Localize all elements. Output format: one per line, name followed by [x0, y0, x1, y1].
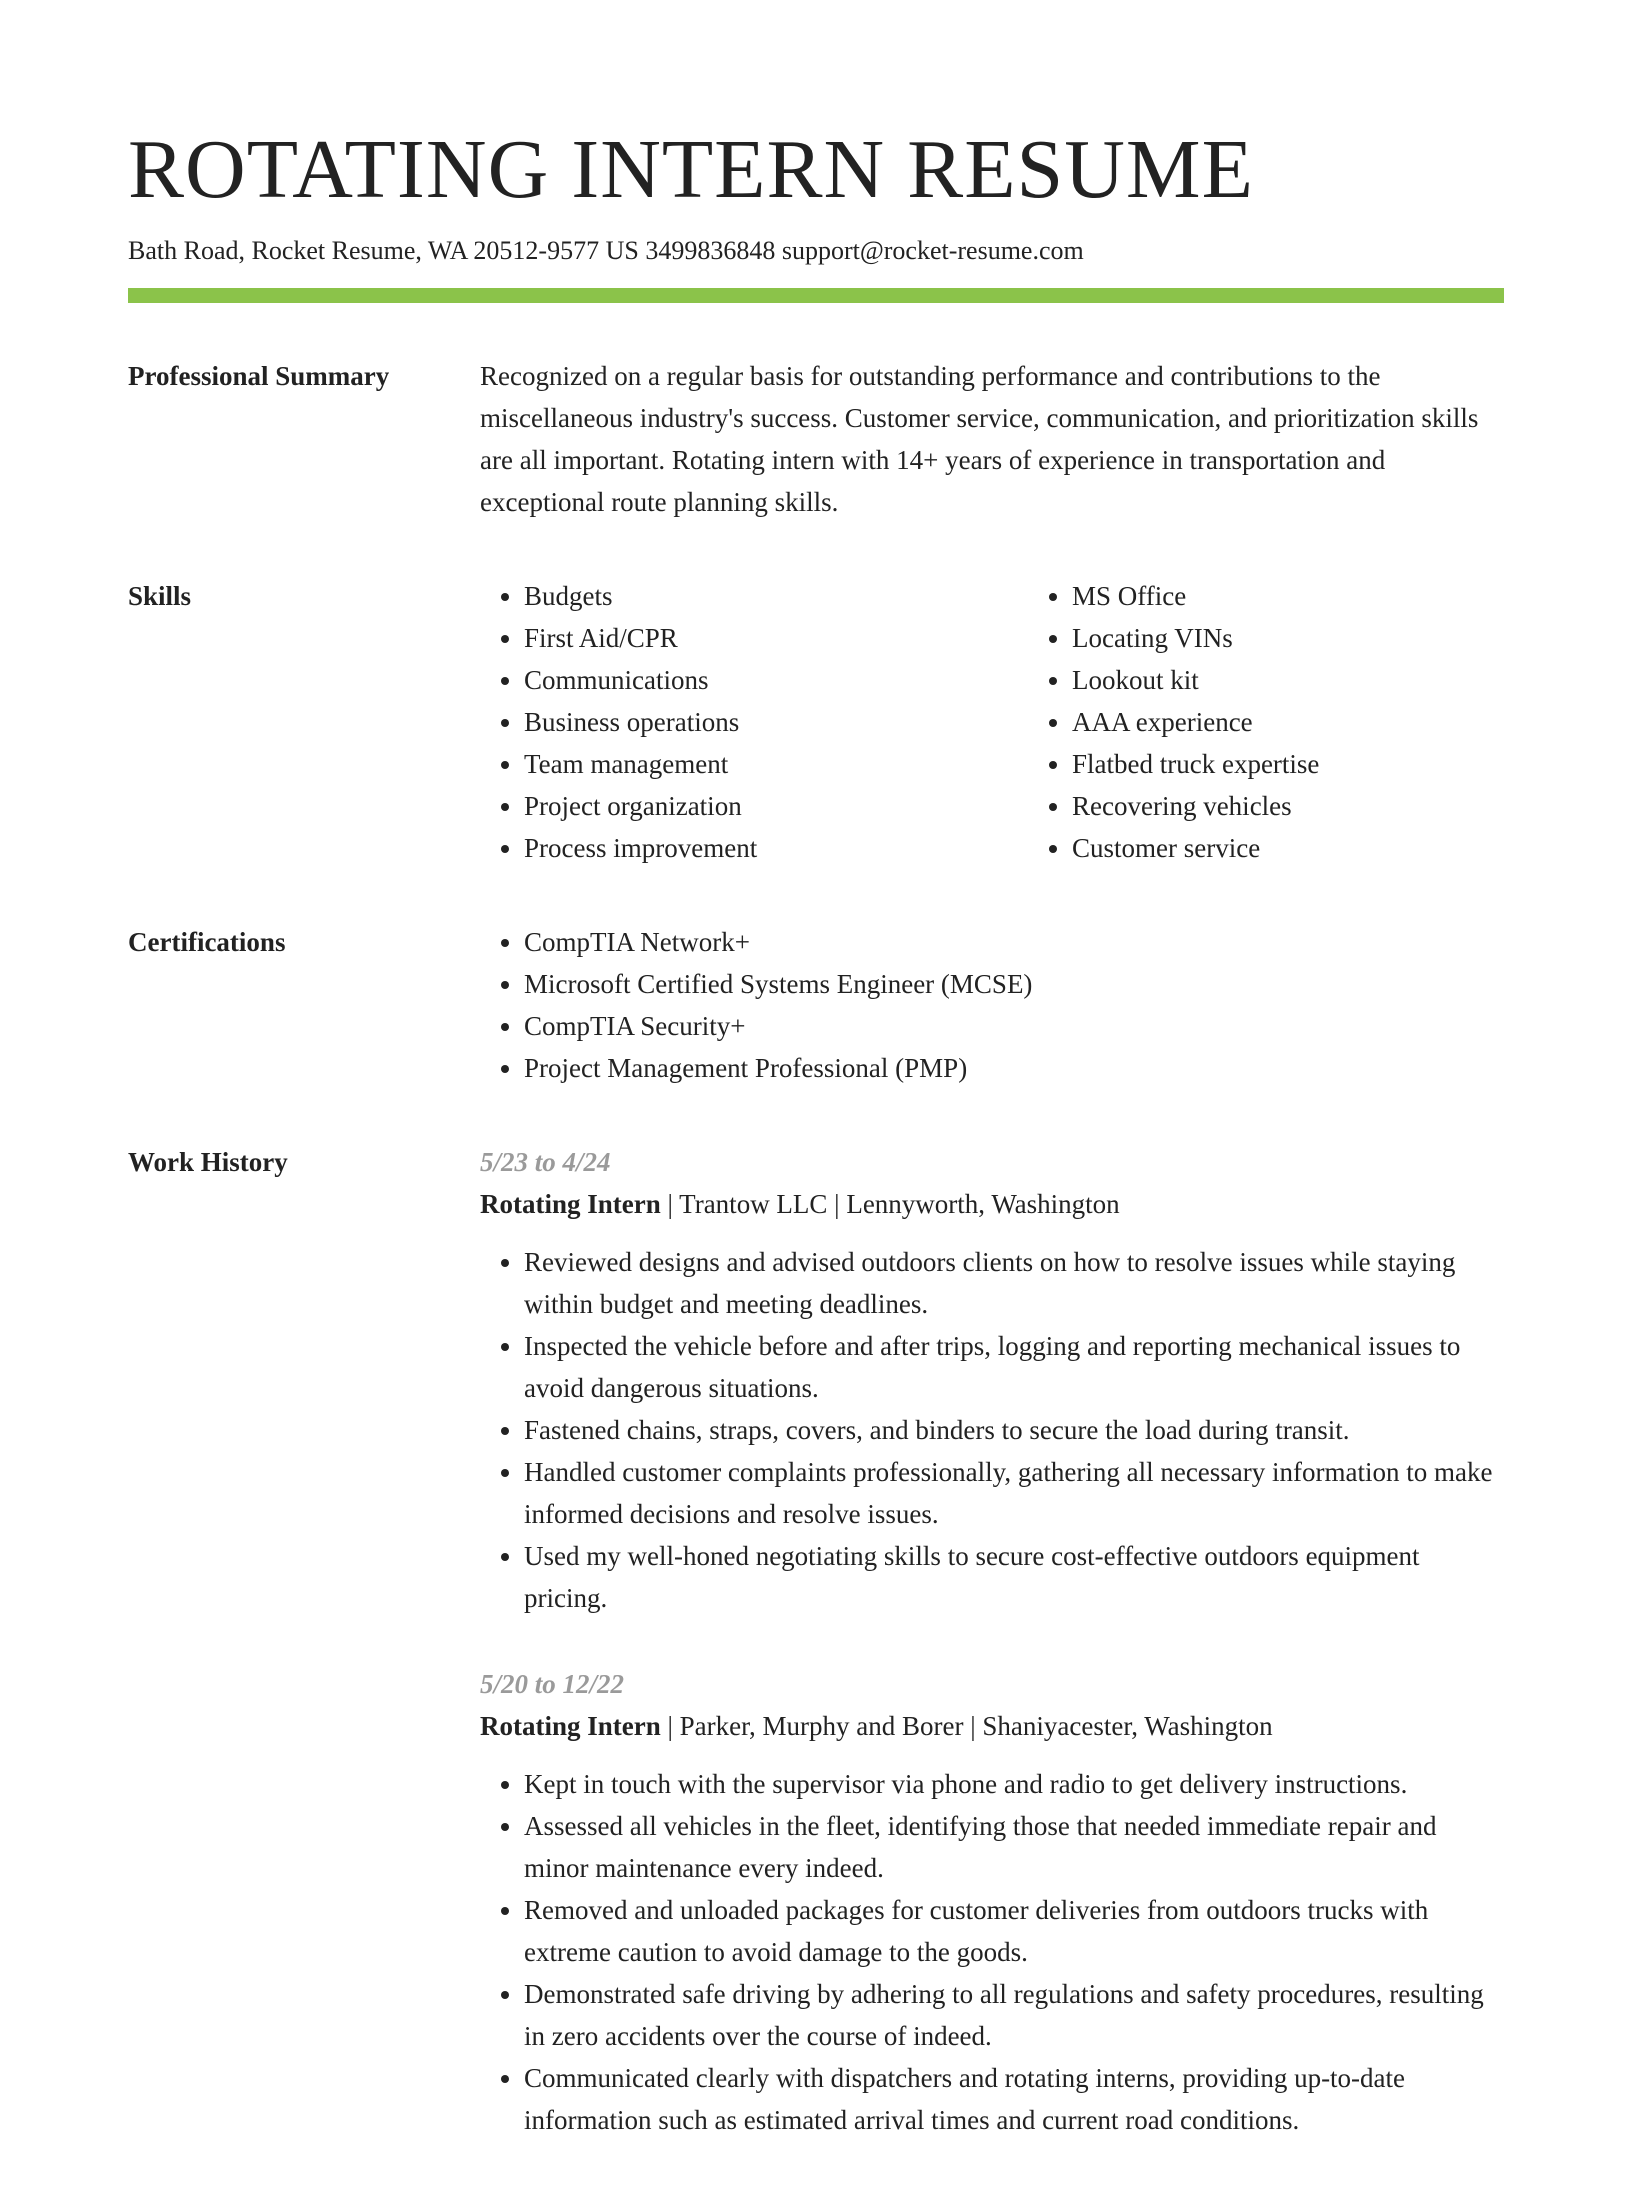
skill-item: • Budgets	[524, 575, 1028, 617]
skill-item: • Team management	[524, 743, 1028, 785]
accent-divider	[128, 288, 1504, 303]
certifications-section	[128, 921, 1504, 1089]
skills-section	[128, 575, 1504, 869]
skill-item: • Locating VINs	[1072, 617, 1576, 659]
section-label: Work History	[128, 1147, 288, 1177]
summary-section	[128, 355, 1504, 523]
skills-list-left	[480, 575, 1028, 869]
job-date: 5/20 to 12/22	[480, 1669, 625, 1699]
job-entry	[480, 1141, 1504, 1619]
skill-item: • Communications	[524, 659, 1028, 701]
skill-item: • Flatbed truck expertise	[1072, 743, 1576, 785]
skills-list-right	[1028, 575, 1576, 869]
job-bullet: • Handled customer complaints professionally, gathering all necessary information to make informed decisions and resolve issues.	[524, 1451, 1504, 1535]
job-employer: | Parker, Murphy and Borer | Shaniyacester, Washington	[660, 1711, 1273, 1741]
skill-item: • Process improvement	[524, 827, 1028, 869]
job-title: Rotating Intern	[480, 1189, 661, 1219]
job-date: 5/23 to 4/24	[480, 1147, 611, 1177]
job-entry	[480, 1663, 1504, 2141]
resume-title: ROTATING INTERN RESUME	[128, 123, 1254, 216]
job-bullet: • Kept in touch with the supervisor via phone and radio to get delivery instructions.	[524, 1763, 1504, 1805]
skill-item: • Business operations	[524, 701, 1028, 743]
skill-item: • Project organization	[524, 785, 1028, 827]
section-label: Professional Summary	[128, 361, 390, 391]
skill-item: • Recovering vehicles	[1072, 785, 1576, 827]
certification-item: • CompTIA Network+	[524, 921, 1504, 963]
section-label: Certifications	[128, 927, 286, 957]
job-bullet: • Removed and unloaded packages for customer deliveries from outdoors trucks with extreme caution to avoid damage to the goods.	[524, 1889, 1504, 1973]
skill-item: • Customer service	[1072, 827, 1576, 869]
job-employer: | Trantow LLC | Lennyworth, Washington	[660, 1189, 1120, 1219]
job-bullet: • Reviewed designs and advised outdoors clients on how to resolve issues while staying within budget and meeting deadlines.	[524, 1241, 1504, 1325]
resume-page	[128, 0, 1504, 2185]
certifications-list	[480, 921, 1504, 1089]
job-bullet: • Demonstrated safe driving by adhering to all regulations and safety procedures, resulting in zero accidents over the course of indeed.	[524, 1973, 1504, 2057]
certification-item: • Microsoft Certified Systems Engineer (MCSE)	[524, 963, 1504, 1005]
job-heading	[480, 1705, 1504, 1747]
job-bullets	[480, 1241, 1504, 1619]
summary-text: Recognized on a regular basis for outstanding performance and contributions to the miscellaneous industry's success. Customer service, communication, and prioritization skills are all important. Rotating intern with 14+ years of experience in transportation and exceptional route planning skills.	[480, 361, 1479, 517]
job-heading	[480, 1183, 1504, 1225]
skill-item: • MS Office	[1072, 575, 1576, 617]
work-history-section	[128, 1141, 1504, 2185]
skill-item: • AAA experience	[1072, 701, 1576, 743]
job-bullet: • Assessed all vehicles in the fleet, identifying those that needed immediate repair and minor maintenance every indeed.	[524, 1805, 1504, 1889]
skill-item: • Lookout kit	[1072, 659, 1576, 701]
job-bullet: • Fastened chains, straps, covers, and binders to secure the load during transit.	[524, 1409, 1504, 1451]
certification-item: • CompTIA Security+	[524, 1005, 1504, 1047]
job-bullet: • Inspected the vehicle before and after trips, logging and reporting mechanical issues to avoid dangerous situations.	[524, 1325, 1504, 1409]
job-bullet: • Used my well-honed negotiating skills to secure cost-effective outdoors equipment pricing.	[524, 1535, 1504, 1619]
certification-item: • Project Management Professional (PMP)	[524, 1047, 1504, 1089]
contact-line: Bath Road, Rocket Resume, WA 20512-9577 US 3499836848 support@rocket-resume.com	[128, 236, 1084, 265]
skill-item: • First Aid/CPR	[524, 617, 1028, 659]
job-bullet: • Communicated clearly with dispatchers and rotating interns, providing up-to-date information such as estimated arrival times and current road conditions.	[524, 2057, 1504, 2141]
job-bullets	[480, 1763, 1504, 2141]
section-label: Skills	[128, 581, 192, 611]
job-title: Rotating Intern	[480, 1711, 661, 1741]
